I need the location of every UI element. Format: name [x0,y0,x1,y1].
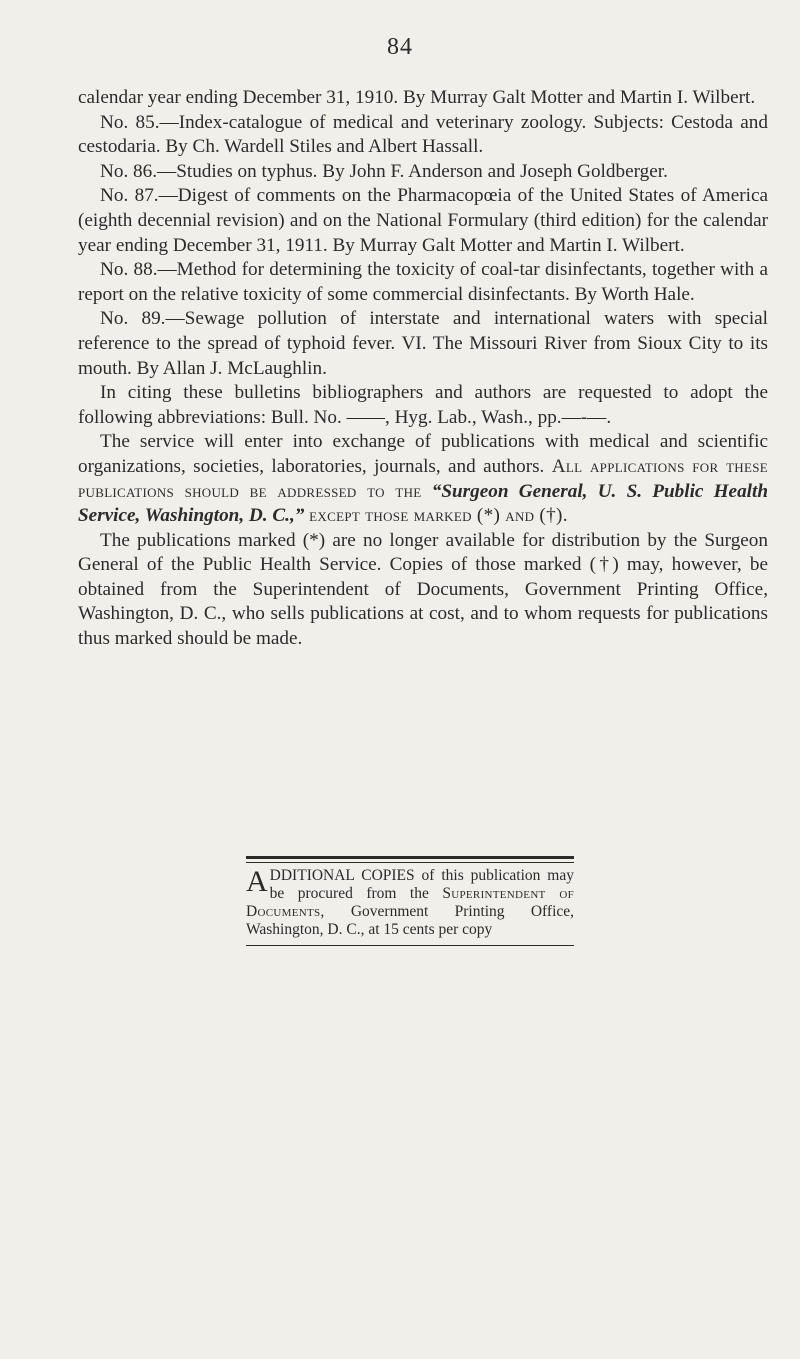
bulletin-entry-89: No. 89.—Sewage pollution of interstate and international waters with special reference to the spread of typhoid fever. VI. The Missouri River from Sioux City to its mouth. By Allan J. McLaughlin. [78,308,768,379]
applications-text: All applications for these publications should be addressed to the [78,455,769,502]
notice-rule-bottom [246,945,574,946]
exception-text: except those marked (*) and (†). [309,505,568,527]
notice-office: Superintendent of Documents, [246,885,575,920]
address-text: “Surgeon General, U. S. Public Health Service, Washington, D. C.,” [78,480,769,527]
exchange-text: The service will enter into exchange of publications with medical and scientific organizations, societies, laboratories, journals, and authors. [78,431,768,477]
paragraph-continuation: calendar year ending December 31, 1910. By Murray Galt Motter and Martin I. Wilbert. [78,87,756,108]
notice-text [246,863,574,942]
bulletin-entry-86: No. 86.—Studies on typhus. By John F. Anderson and Joseph Goldberger. [100,160,668,182]
bulletin-entry-87: No. 87.—Digest of comments on the Pharmacopœia of the United States of America (eighth decennial revision) and on the National Formulary (third edition) for the calendar year ending December 31, 1911. By Murray Galt Motter and Martin I. Wilbert. [78,185,768,256]
availability-note: The publications marked (*) are no longer available for distribution by the Surgeon General of the Public Health Service. Copies of those marked (†) may, however, be obtained from the Superintendent of Documents, Government Printing Office, Washington, D. C., who sells publications at cost, and to whom requests for publications thus marked should be made. [78,529,768,650]
bulletin-entry-88: No. 88.—Method for determining the toxicity of coal-tar disinfectants, together with a report on the relative toxicity of some commercial disinfectants. By Worth Hale. [78,259,768,305]
bulletin-entry-85: No. 85.—Index-catalogue of medical and veterinary zoology. Subjects: Cestoda and cestodaria. By Ch. Wardell Stiles and Albert Hassall. [78,111,768,158]
additional-copies-notice [246,856,574,946]
notice-rest: Government Printing Office, Washington, D. C., at 15 cents per copy [246,903,575,938]
page-number: 84 [387,34,413,60]
citation-note: In citing these bulletins bibliographers and authors are requested to adopt the following abbreviations: Bull. No. ——, Hyg. Lab., Wash., pp.—-—. [78,382,768,428]
notice-lead: DDITIONAL COPIES of this publication may be procured from the [269,867,574,902]
exchange-note [78,430,768,528]
bulletin-list [78,86,768,652]
notice-rule-top [246,856,574,859]
notice-dropcap: A [246,865,268,898]
